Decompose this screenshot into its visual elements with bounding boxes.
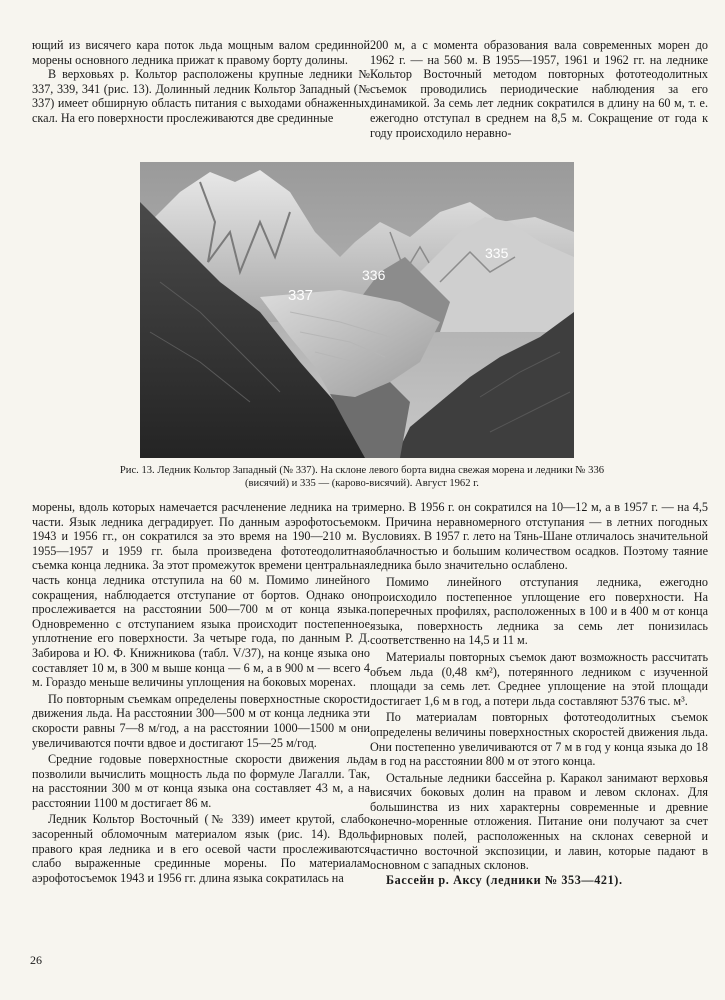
paragraph: Остальные ледники бассейна р. Каракол занимают верховья висячих боковых долин на правом и левом склонах. Для большинства из них характерны современные и древние конечно-моренные отложения. Питание они получают за счет фирновых полей, расположенных на склонах северной и частично восточной экспозиции, и лавин, которые падают в основном с западных склонов. [370,770,708,873]
paragraph: Помимо линейного отступания ледника, ежегодно происходило постепенное уплощение его поверхности. На поперечных профилях, расположенных в 100 и в 400 м от конца языка, поверхность ледника за семь лет понизилась соответственно на 14,5 и 11 м. [370,574,708,648]
glacier-photo-illustration [140,162,574,458]
paragraph: По повторным съемкам определены поверхностные скорости движения льда. На расстоянии 300—500 м от конца ледника эти скорости равны 7—8 м/год, а на расстоянии 1000—1500 м они увеличиваются почти вдвое и достигают 15—25 м/год. [32,691,370,750]
column-top-right [370,38,708,140]
figure-photo [140,162,574,458]
paragraph: 200 м, а с момента образования вала современных морен до 1962 г. — на 560 м. В 1955—1957, 1961 и 1962 гг. на леднике Кольтор Восточный методом повторных фототеодолитных съемок проводились периодические наблюдения за его динамикой. За семь лет ледник сократился в длину на 60 м, т. е. ежегодно отступал в среднем на 8,5 м. Сокращение от года к году происходило неравно- [370,38,708,140]
column-bottom-left [32,500,370,885]
paragraph: Средние годовые поверхностные скорости движения льда позволили вычислить мощность льда по формуле Лагалли. Так, на расстоянии 300 м от конца языка она составляет 43 м, а на расстоянии 1100 м достигает 86 м. [32,752,370,810]
glacier-label-336: 336 [362,267,386,283]
section-heading: Бассейн р. Аксу (ледники № 353—421). [386,872,623,887]
paragraph: По материалам повторных фототеодолитных съемок определены величины поверхностных скоростей движения льда. Они постепенно увеличиваются от 7 м в год у конца языка до 18 м в год на расстоянии 800 м от этого конца. [370,710,708,769]
paragraph: ющий из висячего кара поток льда мощным валом срединной морены основного ледника прижат к правому борту долины. [32,38,370,67]
paragraph: В верховьях р. Кольтор расположены крупные ледники № 337, 339, 341 (рис. 13). Долинный ледник Кольтор Западный (№ 337) имеет обширную область питания с выходами обнаженных скал. На его поверхности прослеживаются две срединные [32,67,370,125]
paragraph: морены, вдоль которых намечается расчленение ледника на три части. Язык ледника деградирует. По данным аэрофотосъемок 1943 и 1956 гг., он сократился за это время на 190—210 м. В 1955—1957 и 1959 гг. была произведена фототеодолитная съемка конца ледника. За этот промежуток времени центральная часть конца ледника отступила на 60 м. Помимо линейного сокращения, наблюдается отступание от бортов. Однако оно прослеживается на расстоянии 500—700 м от конца языка. Одновременно с отступанием языка происходит постепенное уплотнение его поверхности. За четыре года, по данным Р. Д. Забирова и Ю. Ф. Книжникова (табл. V/37), на конце языка оно составляет 10 м, в 300 м выше конца — 6 м, а в 900 м — всего 4 м. Гораздо меньше величины уплощения на боковых моренах. [32,500,370,690]
page-number: 26 [30,953,42,967]
column-bottom-right [370,500,708,887]
figure-caption: Рис. 13. Ледник Кольтор Западный (№ 337). На склоне левого борта видна свежая морена и ледники № 336 (висячий) и 335 — (карово-висячий). Август 1962 г. [119,465,605,489]
paragraph: Ледник Кольтор Восточный (№ 339) имеет крутой, слабо засоренный обломочным материалом язык (рис. 14). Вдоль правого края ледника и в его осевой части прослеживаются слабо выраженные срединные морены. По материалам аэрофотосъемок 1943 и 1956 гг. длина языка сократилась на [32,812,370,885]
glacier-label-335: 335 [485,245,509,261]
paragraph: Материалы повторных съемок дают возможность рассчитать объем льда (0,48 км²), потерянного ледником с изученной площади за семь лет. Среднее уплощение на этой площади достигает 1,6 м в год, а потери льда составляют 5376 тыс. м³. [370,649,708,708]
column-top-left [32,38,370,126]
glacier-label-337: 337 [288,287,314,304]
paragraph: мерно. В 1956 г. он сократился на 10—12 м, а в 1957 г. — на 4,5 м. Причина неравномерного отступания — в летних погодных условиях. В 1957 г. лето на Тянь-Шане отличалось значительной облачностью и большим количеством осадков. Поэтому таяние ледника было значительно ослаблено. [370,500,708,573]
